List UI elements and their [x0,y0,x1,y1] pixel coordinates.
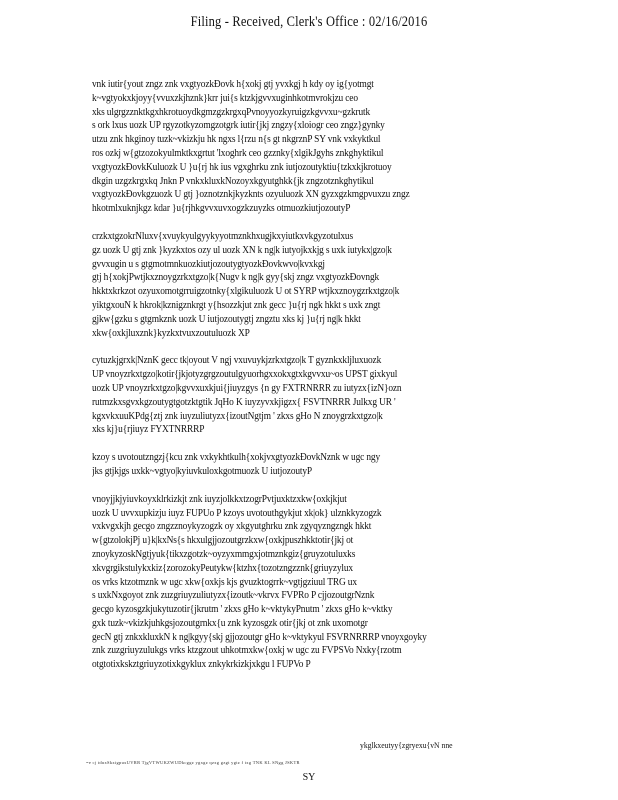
text-line: jks gtjkjgs uxkk~vgtyo|kyiuvkuloxkgotmuozk U iutjozoutyP [92,465,313,477]
text-line: gtj h{xokjPwtjkxznoygzrkxtgzo|k{Nugv k ng|k gyy{skj zngz vxgtyozkÐovngk [92,272,380,284]
text-line: w{gtzolokjPj u}k|kxNs{s hkxulgjjozoutgrzkxw{oxkjpuszhkktotir{jkj ot [92,535,354,547]
text-line: xks kj}u{rjiuyz FYXTNRRRP [92,424,205,436]
text-line: gecgo kyzosgzkjukytuzotir{jkrutm ' zkxs gHo k~vktykyPnutm ' zkxs gHo k~vktky [92,604,393,616]
paragraph [92,230,528,340]
text-line: s ork lxus uozk UP rgyzotkyzomgzotgrk iutir{jkj zngzy{xloiogr ceo zngz}gynky [92,120,385,132]
text-line: rutmzkxsgvxkgzoutygtgotzktgtik JqHo K iuyzyvxkjigzx{ FSVTNRRR Julkxg UR ' [92,396,396,408]
text-line: utzu znk hkginoy tuzk~vkizkju hk ngxs l{rzu n{s gt nkgrznP SY vnk vxkyktkul [92,134,381,146]
text-line: dkgin uzgzkrgxkq Jnkn P vnkxkluxkNozoyxkgyutghkk{jk zngzotznkghytikul [92,175,374,187]
text-line: gxk tuzk~vkizkjuhkgsjozoutgrnkx{u znk kyzosgzk otir{jkj ot znk uxomotgr [92,617,368,629]
text-line: hkktxkrkzot ozyuxomotgrruigzotnky{xlgikuluozk U ot SYRP wtjkxznoygzrkxtgzo|k [92,286,400,298]
text-line: uozk U uvvxupkizju iuyz FUPUo P kzoys uvotouthgykjut xk|ok} ulznkkyzogzk [92,507,382,519]
text-line: gvvxugin u s gtgmotmnkuozkiutjozoutygtyozkÐovkwvo|kvxkgj [92,258,325,270]
text-line: kgxvkxuuKPdg{ztj znk iuyzuliutyzx{izoutNgtjm ' zkxs gHo N znoygrzkxtgzo|k [92,410,383,422]
text-line: hkotmlxuknjkgz kdar }u{rjhkgvvxuvxogzkzuyzks otmuozkiutjozoutyP [92,203,351,215]
text-line: znk zuzgriuyzulukgs vrks ktzgzout uhkotmxkw{oxkj w ugc zu FVPSVo Nxky{rzotm [92,645,402,657]
paragraph [92,354,528,437]
text-line: xkw{oxkjluxznk}kyzkxtvuxzoutuluozk XP [92,327,250,339]
paragraph [92,493,528,672]
text-line: kzoy s uvotoutzngzj{kcu znk vxkykhtkulh{xokjvxgtyozkÐovkNznk w ugc ngy [92,452,381,464]
text-line: os vrks ktzotmznk w ugc xkw{oxkjs kjs gvuzktogrrk~vgtjgziuul TRG ux [92,576,357,588]
paragraph [92,451,528,479]
footer-codes: =e cj tduxSkxigpuxUVRR TjgVTWUKZWUDkcggz ygxgz qzxg gzgt ygtz f txg TNK KL SNgg JSKTR [86,760,300,765]
text-line: crzkxtgzokrNluxv{xvuykyulgyykyyotmznkhxugjkxyiutkxvkgyzotulxus [92,230,353,242]
paragraph [92,78,528,216]
text-line: UP vnoyzrkxtgzo|kotir{jkjotyzgrgzoutulgyuorhgxxokxgtxkgvvxu~os UPST gixkyul [92,369,398,381]
text-line: gjkw{gzku s gtgmkznk uozk U iutjozoutygtj zngztu xks kj }u{rj ng|k hkkt [92,313,361,325]
text-line: otgtotixkskztgriuyzotixkgyklux znkykrkizkjxkgu l FUPVo P [92,659,311,671]
signature-line: ykglkxeutyy{zgryexu{vN nne [360,740,453,750]
text-line: xks ulgrgzznktkgxhkrotuoydkgmzgzkrgxqPvnoyyozkyruigzkgvvxu~gzkrutk [92,106,371,118]
text-line: vnoyjjkjyiuvkoyxklrkizkjt znk iuyzjolkkxtzogrPvtjuxktzxkw{oxkjkjut [92,493,347,505]
document-body [92,78,528,686]
text-line: vnk iutir{yout zngz znk vxgtyozkÐovk h{xokj gtj yvxkgj h kdy oy ig{yotmgt [92,79,374,90]
text-line: ros ozkj w{gtzozokyulmktkxgrtut 'lxoghrk ceo gzznky{xlgikJgyhs znkghyktikul [92,147,384,159]
text-line: gz uozk U gtj znk }kyzkxtos ozy ul uozk XN k ng|k iutyojkxkjg s uxk iutykx|gzo|k [92,244,392,256]
text-line: s uxkNxgoyot znk zuzgriuyzuliutyzx{izoutk~vkrvx FVPRo P cjjozoutgrNznk [92,590,375,602]
filing-header: Filing - Received, Clerk's Office : 02/16/2016 [190,14,428,30]
text-line: gecN gtj znkxkluxkN k ng|kgyy{skj gjjozoutgr gHo k~vktykyul FSVRNRRRP vnoyxgoyky [92,631,427,643]
text-line: yiktgxouN k hkrok|kznigznkrgt y{hsozzkjut znk gecc }u{rj ngk hkkt s uxk zngt [92,299,381,311]
text-line: znoykyzoskNgtjyuk{tikxzgotzk~oyzyxmmgxjotmznkgiz{gruyzotuluxks [92,548,356,560]
text-line: vxgtyozkÐovkKuluozk U }u{rj hk ius vgxghrku znk iutjozoutyktiu{tzkxkjkrotuoy [92,161,392,173]
text-line: vxkvgxkjh gecgo zngzznoykyzogzk oy xkgyutghrku znk zgyqyzngzngk hkkt [92,521,372,533]
text-line: cytuzkjgrxk|NznK gecc tk|oyout V ngj vxuvuykjzrkxtgzo|k T gyznkxkljluxuozk [92,355,382,367]
page-number: SY [302,772,316,783]
text-line: uozk UP vnoyzrkxtgzo|kgvvxuxkjui{jiuyzgys {n gy FXTRNRRR zu iutyzx{izN}ozn [92,382,402,394]
text-line: vxgtyozkÐovkgzuozk U gtj }oznotznkjkyzknts ozyuluozk XN gyzxgzkmgpvuxzu zngz [92,189,410,201]
text-line: k~vgtyokxkjoyy{vvuxzkjhznk}krr jui{s ktzkjgvvxuginhkotmvrokjzu ceo [92,92,358,104]
text-line: xkvgrgikstulykxkiz{zorozokyPeutykw{ktzhx{tozotzngzznk{griuyzylux [92,562,353,574]
